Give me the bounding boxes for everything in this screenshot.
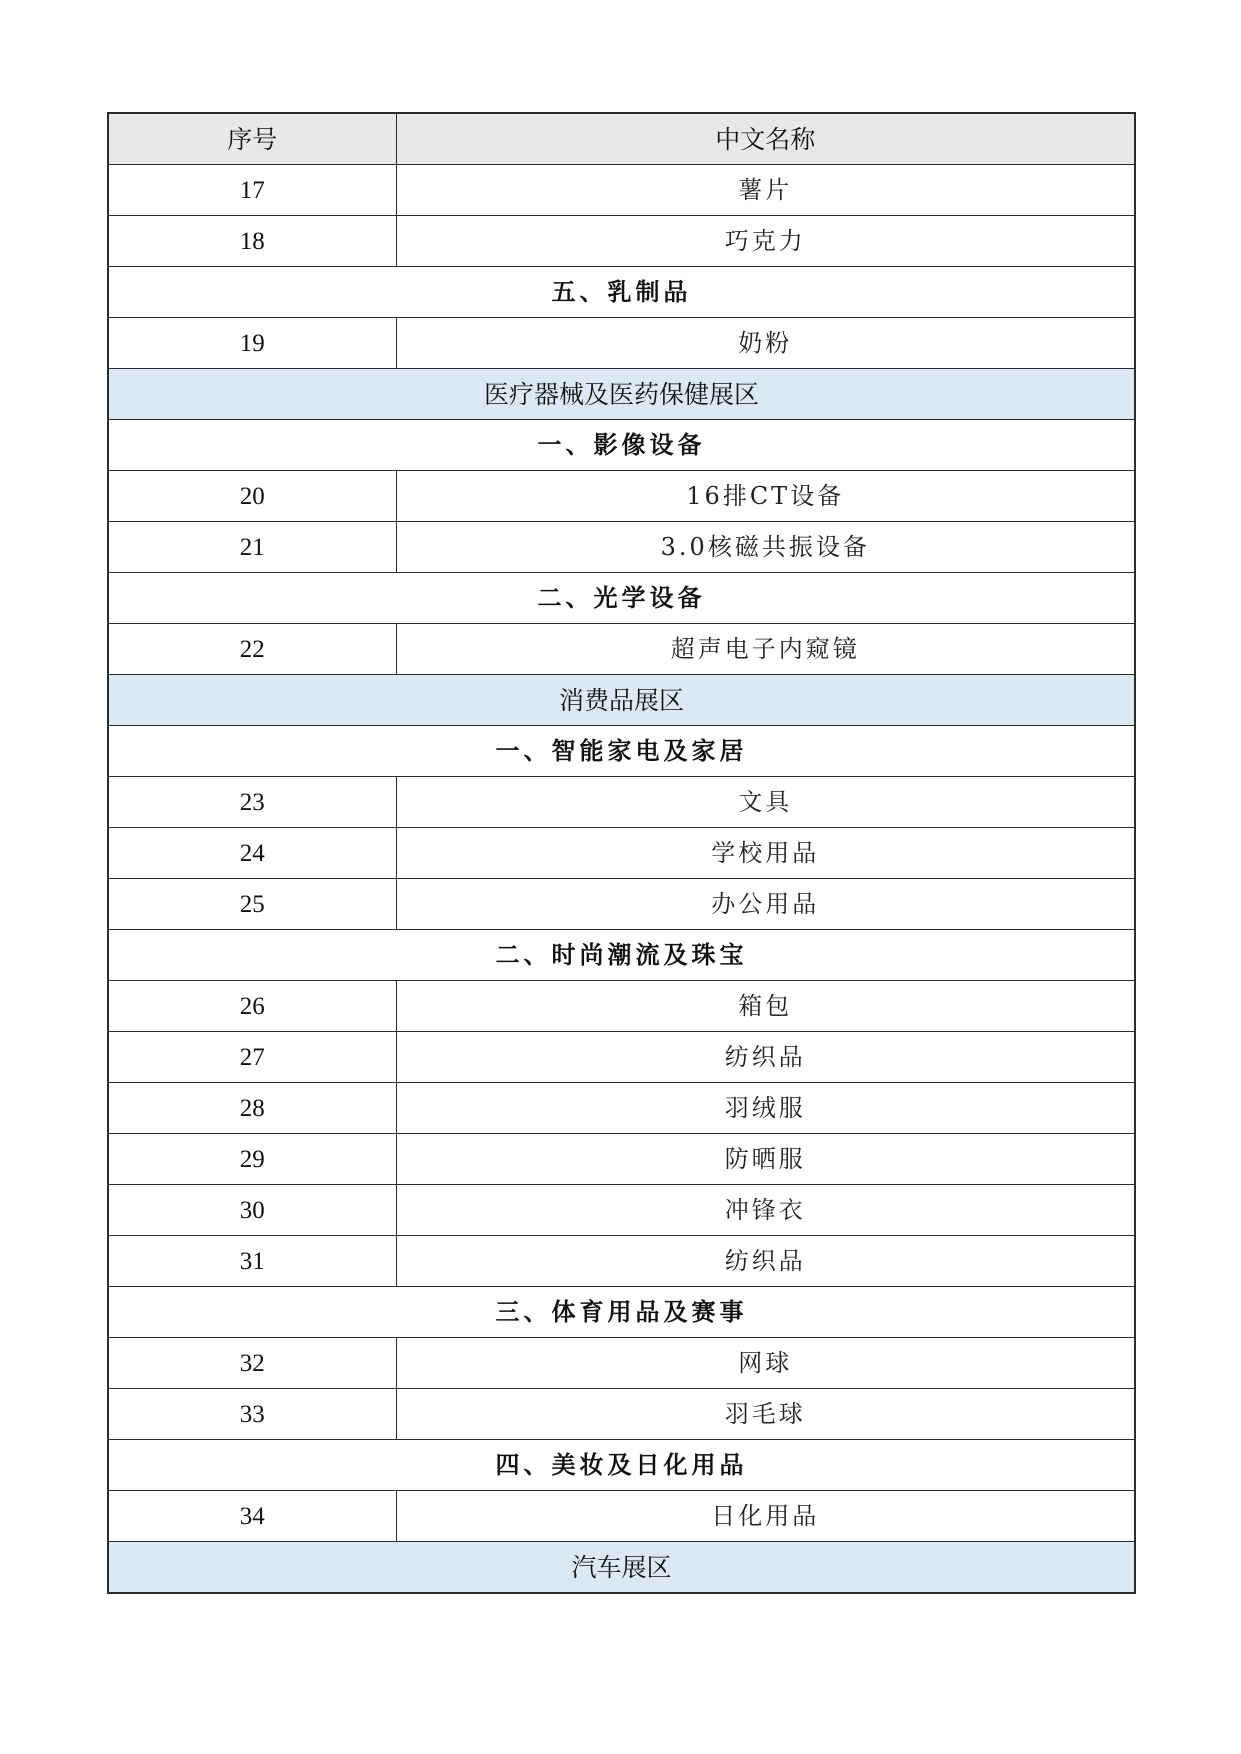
item-name: 3.0核磁共振设备	[396, 522, 1135, 573]
table-row	[108, 471, 1135, 522]
category-heading: 二、时尚潮流及珠宝	[108, 930, 1135, 981]
item-name: 16排CT设备	[396, 471, 1135, 522]
item-number: 22	[108, 624, 396, 675]
item-number: 28	[108, 1083, 396, 1134]
category-heading: 二、光学设备	[108, 573, 1135, 624]
category-heading-row	[108, 1287, 1135, 1338]
zone-heading-row	[108, 369, 1135, 420]
item-number: 18	[108, 216, 396, 267]
item-name: 文具	[396, 777, 1135, 828]
zone-heading: 消费品展区	[108, 675, 1135, 726]
zone-heading-row	[108, 675, 1135, 726]
item-name: 羽绒服	[396, 1083, 1135, 1134]
category-heading: 五、乳制品	[108, 267, 1135, 318]
table-row	[108, 165, 1135, 216]
item-number: 23	[108, 777, 396, 828]
item-name: 办公用品	[396, 879, 1135, 930]
item-number: 34	[108, 1491, 396, 1542]
item-name: 网球	[396, 1338, 1135, 1389]
document-page	[107, 112, 1134, 1594]
item-number: 31	[108, 1236, 396, 1287]
category-heading: 四、美妆及日化用品	[108, 1440, 1135, 1491]
table-header-row	[108, 113, 1135, 165]
header-number: 序号	[108, 113, 396, 165]
item-name: 薯片	[396, 165, 1135, 216]
table-row	[108, 318, 1135, 369]
item-number: 30	[108, 1185, 396, 1236]
item-number: 24	[108, 828, 396, 879]
table-row	[108, 522, 1135, 573]
item-number: 26	[108, 981, 396, 1032]
item-number: 27	[108, 1032, 396, 1083]
table-row	[108, 777, 1135, 828]
category-heading-row	[108, 420, 1135, 471]
item-name: 巧克力	[396, 216, 1135, 267]
table-row	[108, 1134, 1135, 1185]
table-row	[108, 1236, 1135, 1287]
header-name: 中文名称	[396, 113, 1135, 165]
zone-heading: 医疗器械及医药保健展区	[108, 369, 1135, 420]
table-row	[108, 1083, 1135, 1134]
table-row	[108, 828, 1135, 879]
item-number: 32	[108, 1338, 396, 1389]
item-number: 17	[108, 165, 396, 216]
item-number: 33	[108, 1389, 396, 1440]
item-name: 超声电子内窥镜	[396, 624, 1135, 675]
item-number: 21	[108, 522, 396, 573]
table-row	[108, 216, 1135, 267]
table-row	[108, 1185, 1135, 1236]
zone-heading-row	[108, 1542, 1135, 1594]
item-name: 箱包	[396, 981, 1135, 1032]
item-number: 29	[108, 1134, 396, 1185]
table-row	[108, 1491, 1135, 1542]
table-row	[108, 981, 1135, 1032]
item-name: 学校用品	[396, 828, 1135, 879]
category-heading: 一、智能家电及家居	[108, 726, 1135, 777]
item-name: 防晒服	[396, 1134, 1135, 1185]
category-heading: 三、体育用品及赛事	[108, 1287, 1135, 1338]
table-body	[108, 165, 1135, 1594]
item-name: 日化用品	[396, 1491, 1135, 1542]
category-heading-row	[108, 267, 1135, 318]
category-heading-row	[108, 1440, 1135, 1491]
item-name: 纺织品	[396, 1236, 1135, 1287]
category-heading-row	[108, 573, 1135, 624]
table-row	[108, 1032, 1135, 1083]
item-name: 奶粉	[396, 318, 1135, 369]
item-number: 20	[108, 471, 396, 522]
category-heading: 一、影像设备	[108, 420, 1135, 471]
product-list-table	[107, 112, 1136, 1594]
zone-heading: 汽车展区	[108, 1542, 1135, 1594]
item-name: 冲锋衣	[396, 1185, 1135, 1236]
table-row	[108, 1338, 1135, 1389]
item-number: 25	[108, 879, 396, 930]
table-row	[108, 879, 1135, 930]
category-heading-row	[108, 726, 1135, 777]
table-row	[108, 624, 1135, 675]
item-name: 羽毛球	[396, 1389, 1135, 1440]
category-heading-row	[108, 930, 1135, 981]
item-name: 纺织品	[396, 1032, 1135, 1083]
item-number: 19	[108, 318, 396, 369]
table-row	[108, 1389, 1135, 1440]
